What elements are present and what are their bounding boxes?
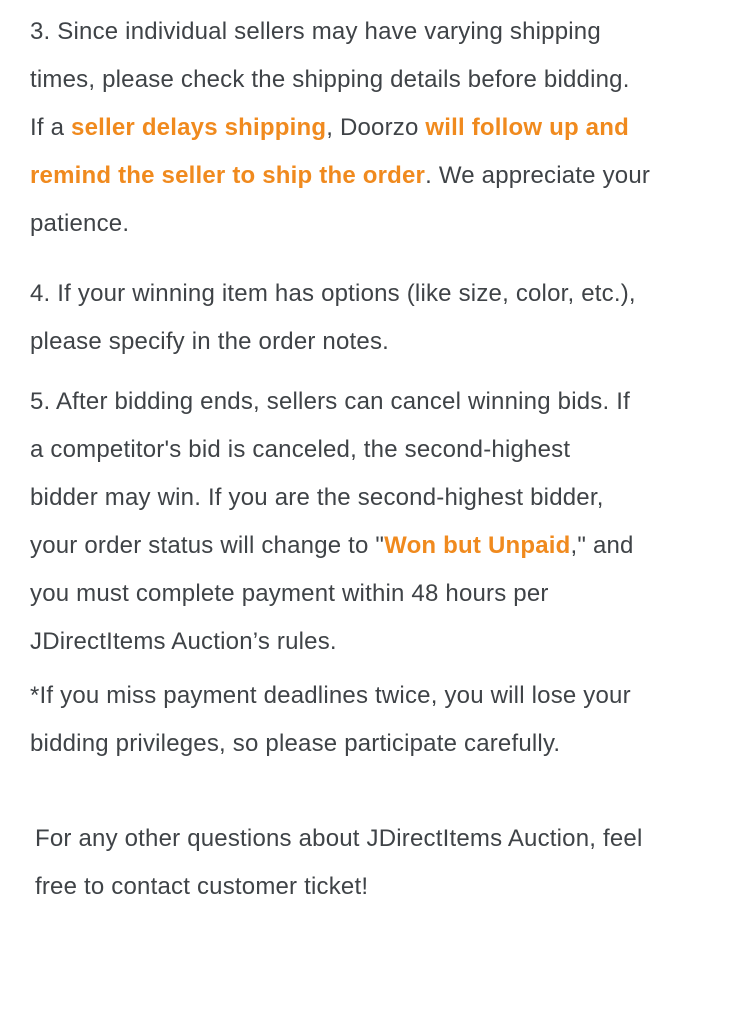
- highlighted-text: remind the seller to ship the order: [30, 162, 426, 189]
- text-segment: please specify in the order notes.: [30, 328, 390, 355]
- text-segment: free to contact customer ticket!: [35, 873, 369, 900]
- paragraph-payment-deadline-warning: [30, 672, 722, 768]
- highlighted-text: Won but Unpaid: [384, 532, 571, 559]
- text-segment: *If you miss payment deadlines twice, you will lose your: [30, 682, 631, 709]
- paragraph-shipping-delays: [30, 8, 722, 248]
- paragraph-bid-cancellation: [30, 378, 722, 666]
- highlighted-text: will follow up and: [425, 114, 629, 141]
- text-segment: bidding privileges, so please participate carefully.: [30, 730, 561, 757]
- text-segment: bidder may win. If you are the second-highest bidder,: [30, 484, 604, 511]
- text-segment: , Doorzo: [326, 114, 426, 141]
- text-line: [35, 815, 722, 863]
- text-line: [35, 863, 722, 911]
- text-segment: 4. If your winning item has options (like size, color, etc.),: [30, 280, 636, 307]
- text-segment: 3. Since individual sellers may have varying shipping: [30, 18, 601, 45]
- text-line: [30, 152, 722, 200]
- text-line: [30, 618, 722, 666]
- highlighted-text: seller delays shipping: [71, 114, 327, 141]
- text-line: [30, 720, 722, 768]
- text-segment: patience.: [30, 210, 130, 237]
- text-segment: JDirectItems Auction’s rules.: [30, 628, 337, 655]
- text-segment: ," and: [570, 532, 634, 559]
- text-line: [30, 522, 722, 570]
- text-line: [30, 672, 722, 720]
- text-line: [30, 8, 722, 56]
- text-line: [30, 570, 722, 618]
- text-segment: a competitor's bid is canceled, the second-highest: [30, 436, 571, 463]
- text-line: [30, 474, 722, 522]
- paragraph-contact-support: [30, 815, 722, 911]
- text-segment: your order status will change to ": [30, 532, 385, 559]
- text-segment: For any other questions about JDirectItems Auction, feel: [35, 825, 643, 852]
- text-segment: you must complete payment within 48 hours per: [30, 580, 549, 607]
- text-line: [30, 104, 722, 152]
- text-segment: 5. After bidding ends, sellers can cancel winning bids. If: [30, 388, 630, 415]
- text-line: [30, 270, 722, 318]
- text-segment: If a: [30, 114, 72, 141]
- text-line: [30, 378, 722, 426]
- text-line: [30, 318, 722, 366]
- text-line: [30, 56, 722, 104]
- text-segment: times, please check the shipping details before bidding.: [30, 66, 630, 93]
- paragraph-item-options: [30, 270, 722, 366]
- text-segment: . We appreciate your: [425, 162, 651, 189]
- text-line: [30, 426, 722, 474]
- text-line: [30, 200, 722, 248]
